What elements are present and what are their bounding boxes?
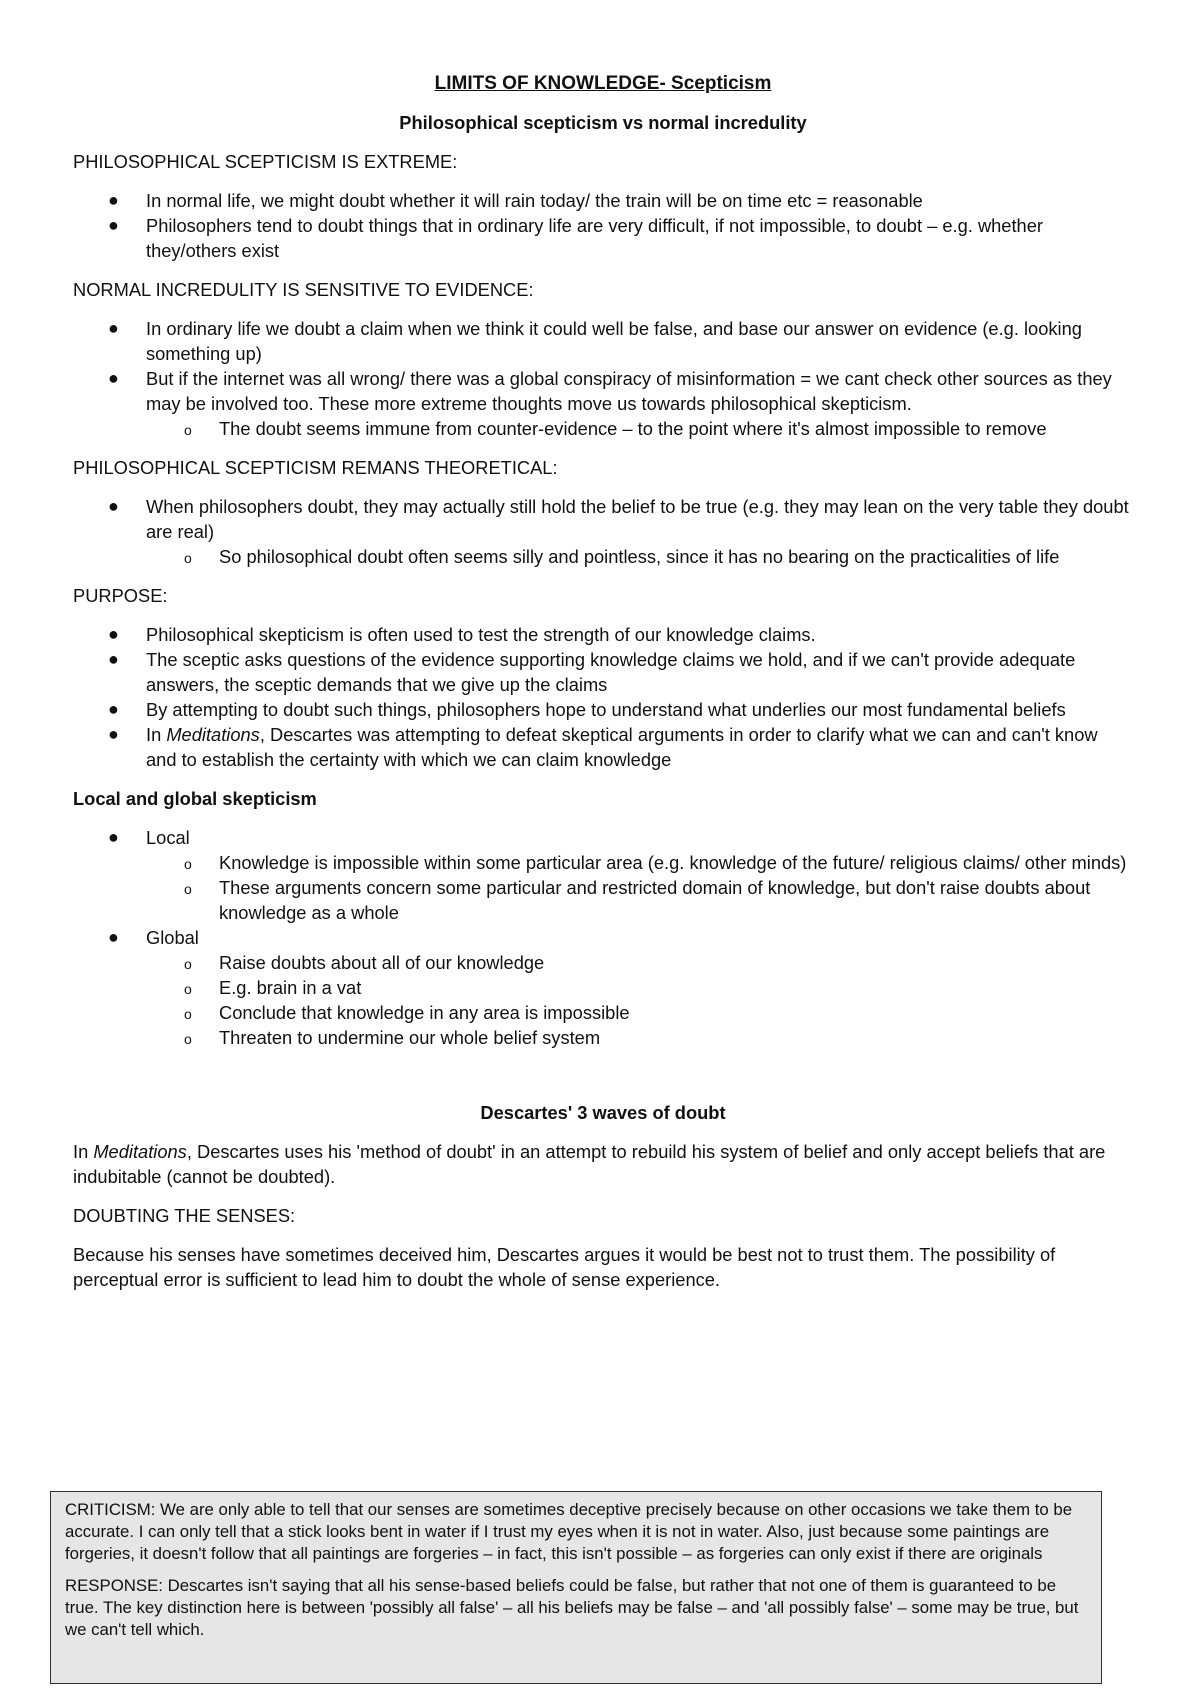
bullet-icon: ●: [108, 368, 119, 388]
book-title: Meditations: [166, 724, 260, 745]
bullet-list-theoretical: [73, 494, 1133, 569]
sub-list-item: o Raise doubts about all of our knowledge: [219, 950, 1133, 975]
list-item: ● Global o Raise doubts about all of our knowledge o E.g. brain in a vat o Conclude that knowledge in any area is impossible o Threaten to undermine our whole belief system: [73, 925, 1133, 1050]
response-text: RESPONSE: Descartes isn't saying that all his sense-based beliefs could be false, but rather that not one of them is guaranteed to be true. The key distinction here is between 'possibly all false' – all his beliefs may be false – and 'all possibly false' – some may be true, but we can't tell which.: [65, 1576, 1079, 1639]
section-heading-senses: DOUBTING THE SENSES:: [73, 1205, 296, 1226]
bullet-icon: ●: [108, 318, 119, 338]
sub-list-item: o Conclude that knowledge in any area is impossible: [219, 1000, 1133, 1025]
page-subtitle: Philosophical scepticism vs normal incredulity: [399, 112, 807, 133]
sub-list-item: o The doubt seems immune from counter-evidence – to the point where it's almost impossible to remove: [219, 416, 1133, 441]
bullet-icon: ●: [108, 624, 119, 644]
bullet-icon: ●: [108, 496, 119, 516]
section-heading-local-global: Local and global skepticism: [73, 788, 317, 809]
bullet-list-local-global: [73, 825, 1133, 1050]
list-item: ● By attempting to doubt such things, philosophers hope to understand what underlies our most fundamental beliefs: [108, 699, 1066, 720]
list-item: ● In normal life, we might doubt whether it will rain today/ the train will be on time etc = reasonable: [108, 190, 923, 211]
circle-bullet-icon: o: [184, 1006, 192, 1022]
senses-paragraph: Because his senses have sometimes deceived him, Descartes argues it would be best not to trust them. The possibility of perceptual error is sufficient to lead him to doubt the whole of sense experience.: [73, 1244, 1056, 1290]
page-title: LIMITS OF KNOWLEDGE- Scepticism: [434, 73, 772, 94]
list-item: ● The sceptic asks questions of the evidence supporting knowledge claims we hold, and if we can't provide adequate answers, the sceptic demands that we give up the claims: [108, 649, 1076, 695]
bullet-list-incredulity: [73, 316, 1133, 441]
sub-list-item: o E.g. brain in a vat: [219, 975, 1133, 1000]
section-heading-purpose: PURPOSE:: [73, 585, 168, 606]
list-item: ● Local o Knowledge is impossible within some particular area (e.g. knowledge of the future/ religious claims/ other minds) o These arguments concern some particular and restricted domain of knowledge, but don't raise doubts about knowledge as a whole: [73, 825, 1133, 925]
book-title: Meditations: [93, 1141, 187, 1162]
section-heading-incredulity: NORMAL INCREDULITY IS SENSITIVE TO EVIDENCE:: [73, 279, 534, 300]
spacer: [73, 1064, 1133, 1100]
circle-bullet-icon: o: [184, 422, 192, 438]
sub-list-item: o These arguments concern some particular and restricted domain of knowledge, but don't raise doubts about knowledge as a whole: [184, 877, 1091, 923]
sub-list-item: o So philosophical doubt often seems silly and pointless, since it has no bearing on the practicalities of life: [219, 544, 1133, 569]
sub-list-item: o Knowledge is impossible within some particular area (e.g. knowledge of the future/ religious claims/ other minds): [219, 850, 1133, 875]
section-heading-extreme: PHILOSOPHICAL SCEPTICISM IS EXTREME:: [73, 151, 458, 172]
criticism-text: CRITICISM: We are only able to tell that our senses are sometimes deceptive precisely because on other occasions we take them to be accurate. I can only tell that a stick looks bent in water if I trust my eyes when it is not in water. Also, just because some paintings are forgeries, it doesn't follow that all paintings are forgeries – in fact, this isn't possible – as forgeries can only exist if there are originals: [65, 1500, 1073, 1563]
sub-list-item: o Threaten to undermine our whole belief system: [219, 1025, 1133, 1050]
list-item: ● In Meditations, Descartes was attempting to defeat skeptical arguments in order to clarify what we can and can't know and to establish the certainty with which we can claim knowledge: [108, 724, 1098, 770]
section-heading-waves: Descartes' 3 waves of doubt: [480, 1102, 726, 1123]
list-item: ● In ordinary life we doubt a claim when we think it could well be false, and base our answer on evidence (e.g. looking something up): [108, 318, 1082, 364]
bullet-list-extreme: [73, 188, 1133, 263]
sub-list: [146, 416, 1133, 441]
circle-bullet-icon: o: [184, 956, 192, 972]
circle-bullet-icon: o: [184, 856, 192, 872]
criticism-response-box: [50, 1491, 1102, 1684]
bullet-icon: ●: [108, 649, 119, 669]
section-heading-theoretical: PHILOSOPHICAL SCEPTICISM REMANS THEORETICAL:: [73, 457, 558, 478]
sub-list: [146, 544, 1133, 569]
list-item: ● But if the internet was all wrong/ there was a global conspiracy of misinformation = we cant check other sources as they may be involved too. These more extreme thoughts move us towards philosophical skepticism. o The doubt seems immune from counter-evidence – to the point where it's almost impossible to remove: [73, 366, 1133, 441]
circle-bullet-icon: o: [184, 881, 192, 897]
document-body: [73, 71, 1133, 1306]
bullet-icon: ●: [108, 724, 119, 744]
circle-bullet-icon: o: [184, 1031, 192, 1047]
list-item: ● When philosophers doubt, they may actually still hold the belief to be true (e.g. they may lean on the very table they doubt are real) o So philosophical doubt often seems silly and pointless, since it has no bearing on the practicalities of life: [73, 494, 1133, 569]
list-item: ● Philosophical skepticism is often used to test the strength of our knowledge claims.: [108, 624, 816, 645]
circle-bullet-icon: o: [184, 981, 192, 997]
list-item: ● Philosophers tend to doubt things that in ordinary life are very difficult, if not impossible, to doubt – e.g. whether they/others exist: [108, 215, 1043, 261]
bullet-icon: ●: [108, 215, 119, 235]
bullet-icon: ●: [108, 190, 119, 210]
intro-paragraph: In Meditations, Descartes uses his 'method of doubt' in an attempt to rebuild his system of belief and only accept beliefs that are indubitable (cannot be doubted).: [73, 1141, 1106, 1187]
bullet-list-purpose: [73, 622, 1133, 772]
sub-list: [146, 950, 1133, 1050]
sub-list: [146, 850, 1133, 925]
bullet-icon: ●: [108, 827, 119, 847]
bullet-icon: ●: [108, 927, 119, 947]
circle-bullet-icon: o: [184, 550, 192, 566]
bullet-icon: ●: [108, 699, 119, 719]
